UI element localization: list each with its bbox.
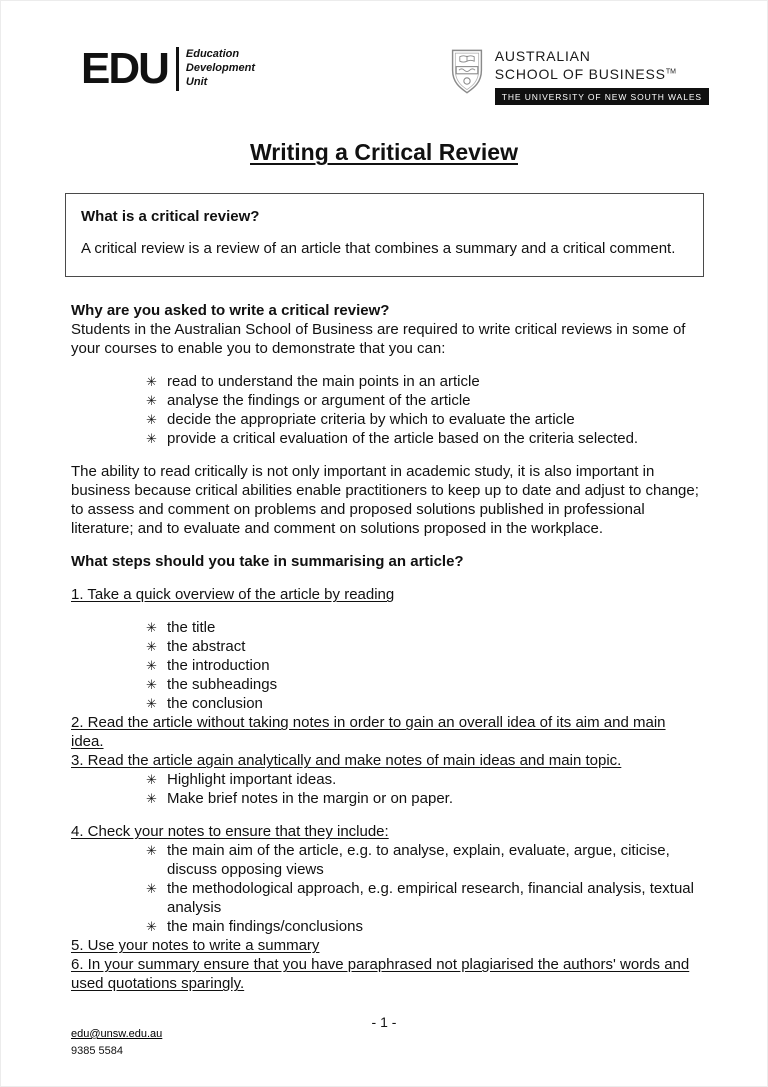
can-do-list — [146, 372, 699, 448]
section-heading-steps: What steps should you take in summarising an article? — [71, 553, 464, 571]
definition-box — [65, 193, 704, 277]
star-bullet-icon: ✳ — [146, 881, 157, 897]
definition-box-body: A critical review is a review of an article that combines a summary and a critical comment. — [81, 240, 676, 258]
paragraph-why: Students in the Australian School of Business are required to write critical reviews in some of your courses to enable you to demonstrate that you can: — [71, 321, 686, 358]
list-item: ✳ the subheadings — [146, 676, 278, 694]
page-title: Writing a Critical Review — [250, 139, 518, 166]
asb-line1: AUSTRALIAN — [494, 48, 591, 64]
asb-wordmark — [495, 47, 709, 105]
step-3: 3. Read the article again analytically and make notes of main ideas and main topic. — [71, 752, 622, 770]
list-item: ✳ read to understand the main points in an article — [146, 373, 480, 391]
star-bullet-icon: ✳ — [146, 791, 157, 807]
star-bullet-icon: ✳ — [146, 658, 157, 674]
page-number: - 1 - — [371, 1014, 397, 1030]
star-bullet-icon: ✳ — [146, 412, 157, 428]
step-4: 4. Check your notes to ensure that they include: — [71, 823, 389, 841]
edu-unit-line: Unit — [185, 75, 208, 88]
star-bullet-icon: ✳ — [146, 374, 157, 390]
star-bullet-icon: ✳ — [146, 772, 157, 788]
unsw-name-bar: THE UNIVERSITY OF NEW SOUTH WALES — [495, 88, 709, 105]
trademark-symbol: TM — [665, 68, 676, 76]
edu-logo-divider — [176, 47, 179, 91]
page-header — [1, 1, 767, 105]
list-item: ✳ the title — [146, 619, 216, 637]
list-item: ✳ the methodological approach, e.g. empirical research, financial analysis, textual analysis — [146, 880, 694, 917]
star-bullet-icon: ✳ — [146, 393, 157, 409]
step-1-list — [146, 618, 699, 713]
list-item: ✳ decide the appropriate criteria by which to evaluate the article — [146, 411, 575, 429]
star-bullet-icon: ✳ — [146, 639, 157, 655]
star-bullet-icon: ✳ — [146, 696, 157, 712]
footer-email-link[interactable]: edu@unsw.edu.au — [71, 1027, 163, 1040]
document-body — [71, 301, 699, 993]
edu-unit-line: Development — [185, 62, 255, 75]
edu-unit-line: Education — [185, 48, 240, 61]
list-item: ✳ the conclusion — [146, 695, 263, 713]
list-item: ✳ provide a critical evaluation of the article based on the criteria selected. — [146, 430, 639, 448]
footer-phone: 9385 5584 — [71, 1044, 123, 1057]
step-2: 2. Read the article without taking notes in order to gain an overall idea of its aim and main idea. — [71, 714, 666, 751]
list-item: ✳ analyse the findings or argument of the article — [146, 392, 471, 410]
asb-logo — [449, 47, 709, 105]
definition-box-heading: What is a critical review? — [81, 208, 260, 226]
list-item: ✳ the abstract — [146, 638, 246, 656]
edu-logo-text: EDU — [81, 44, 168, 93]
section-heading-why: Why are you asked to write a critical review? — [71, 302, 390, 320]
star-bullet-icon: ✳ — [146, 677, 157, 693]
list-item: ✳ the main findings/conclusions — [146, 918, 363, 936]
asb-line2 — [495, 65, 709, 83]
star-bullet-icon: ✳ — [146, 843, 157, 859]
edu-logo — [81, 44, 255, 93]
step-3-list — [146, 770, 699, 808]
list-item: ✳ the main aim of the article, e.g. to analyse, explain, evaluate, argue, citicise, discuss opposing views — [146, 842, 670, 879]
step-1: 1. Take a quick overview of the article by reading — [71, 586, 395, 604]
step-6: 6. In your summary ensure that you have paraphrased not plagiarised the authors' words and used quotations sparingly. — [71, 956, 690, 993]
list-item: ✳ Make brief notes in the margin or on paper. — [146, 790, 453, 808]
list-item: ✳ Highlight important ideas. — [146, 771, 337, 789]
step-5: 5. Use your notes to write a summary — [71, 937, 320, 955]
step-4-list — [146, 841, 699, 936]
list-item: ✳ the introduction — [146, 657, 270, 675]
star-bullet-icon: ✳ — [146, 919, 157, 935]
star-bullet-icon: ✳ — [146, 431, 157, 447]
paragraph-ability: The ability to read critically is not only important in academic study, it is also important in business because critical abilities enable practitioners to keep up to date and adjust to change; to assess and comment on problems and proposed solutions published in professional literature; and to evaluate and comment on solutions proposed in the workplace. — [71, 463, 699, 538]
asb-line2-text: SCHOOL OF BUSINESS — [494, 66, 666, 83]
star-bullet-icon: ✳ — [146, 620, 157, 636]
edu-unit-label — [186, 48, 255, 89]
unsw-crest-icon — [449, 48, 485, 96]
footer-contact — [71, 1026, 162, 1060]
